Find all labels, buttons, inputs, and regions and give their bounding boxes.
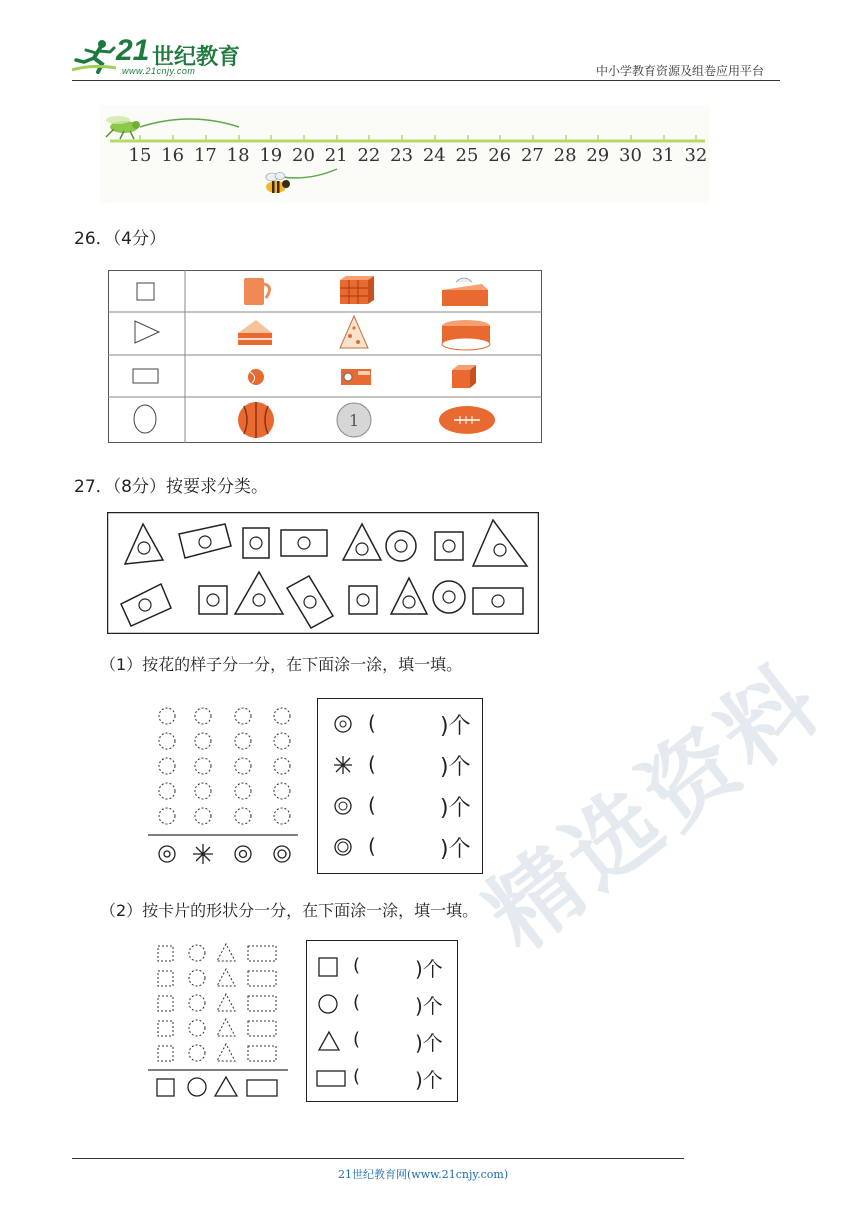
logo-name: 世纪教育: [152, 45, 241, 70]
answer-row: [315, 1064, 455, 1092]
square-icon: [317, 956, 339, 978]
square-shape-icon: [137, 283, 154, 300]
answer-unit[interactable]: )个: [415, 994, 443, 1018]
number-line-label: 20: [292, 145, 315, 166]
circle-shape-icon: [134, 405, 156, 433]
rectangle-shape-icon: [133, 369, 158, 383]
circle-icon: [317, 993, 339, 1015]
shape-tally-chart: [148, 940, 290, 1102]
shape-answer-box: [306, 940, 458, 1102]
header-divider: [72, 80, 780, 81]
flower-type-d-icon: [332, 836, 354, 858]
watermark: 精选资料: [467, 644, 843, 971]
small-ball-icon: [248, 369, 264, 385]
watermelon-icon: [238, 402, 274, 438]
number-line-label: 29: [586, 145, 610, 166]
header-title: 中小学教育资源及组卷应用平台: [596, 64, 765, 78]
answer-row: [328, 709, 478, 739]
answer-row: [328, 791, 478, 821]
number-line-label: 19: [259, 145, 283, 166]
answer-unit[interactable]: )个: [440, 714, 471, 739]
number-line-label: 24: [422, 145, 446, 166]
number-line: [100, 105, 710, 203]
coin-icon: [337, 403, 371, 437]
rubik-cube-icon: [340, 276, 374, 304]
number-line-label: 22: [357, 145, 381, 166]
triangle-icon: [317, 1030, 341, 1052]
answer-row: [315, 1027, 455, 1055]
flower-answer-box: [317, 698, 483, 874]
cake-slice-icon: [238, 320, 272, 345]
q26-table: [108, 270, 542, 443]
number-line-label: 17: [193, 145, 217, 166]
answer-row: [315, 953, 455, 981]
triangle-shape-icon: [135, 321, 159, 343]
q26-title: 26．（4分）: [74, 229, 166, 249]
sharpener-icon: [341, 369, 371, 385]
answer-open-paren: (: [353, 1029, 361, 1050]
answer-row: [328, 750, 478, 780]
number-line-label: 27: [520, 145, 544, 166]
number-line-label: 25: [455, 145, 479, 166]
number-line-label: 31: [651, 145, 675, 166]
q27-part2: （2）按卡片的形状分一分，在下面涂一涂，填一填。: [100, 901, 479, 920]
flower-type-b-icon: [332, 754, 354, 776]
logo-number: 21: [116, 34, 150, 67]
answer-open-paren: (: [353, 955, 361, 976]
logo: [72, 34, 242, 78]
answer-open-paren: (: [368, 752, 376, 776]
runner-icon: [72, 38, 118, 74]
number-line-label: 28: [553, 145, 577, 166]
answer-unit[interactable]: )个: [415, 1068, 443, 1092]
football-icon: [439, 406, 495, 434]
answer-unit[interactable]: )个: [415, 1031, 443, 1055]
number-line-label: 32: [684, 145, 708, 166]
number-line-label: 23: [390, 145, 414, 166]
number-line-label: 18: [226, 145, 250, 166]
answer-open-paren: (: [368, 793, 376, 817]
round-box-icon: [442, 320, 490, 350]
flower-tally-chart: [148, 702, 300, 870]
mug-icon: [244, 278, 270, 305]
logo-url: www.21cnjy.com: [122, 66, 196, 76]
flower-type-a-icon: [332, 713, 354, 735]
answer-open-paren: (: [353, 992, 361, 1013]
q27-part1: （1）按花的样子分一分，在下面涂一涂，填一填。: [100, 655, 463, 674]
footer-text[interactable]: 21世纪教育网(www.21cnjy.com): [338, 1168, 509, 1181]
q27-title: 27．（8分）按要求分类。: [74, 477, 268, 497]
footer-divider: [72, 1158, 684, 1159]
answer-unit[interactable]: )个: [440, 755, 471, 780]
answer-unit[interactable]: )个: [415, 957, 443, 981]
small-cube-icon: [452, 365, 476, 388]
number-line-label: 26: [488, 145, 512, 166]
tissue-box-icon: [442, 278, 488, 306]
answer-open-paren: (: [368, 834, 376, 858]
q27-cards-box: [107, 512, 539, 634]
answer-open-paren: (: [368, 711, 376, 735]
party-hat-icon: [340, 316, 368, 348]
flower-type-c-icon: [332, 795, 354, 817]
rectangle-icon: [315, 1067, 347, 1089]
number-line-label: 21: [324, 145, 348, 166]
answer-row: [315, 990, 455, 1018]
number-line-label: 16: [161, 145, 185, 166]
number-line-label: 15: [128, 145, 152, 166]
number-line-label: 30: [619, 145, 642, 166]
answer-row: [328, 832, 478, 862]
svg-text:1: 1: [349, 411, 360, 430]
answer-unit[interactable]: )个: [440, 837, 471, 862]
answer-unit[interactable]: )个: [440, 796, 471, 821]
answer-open-paren: (: [353, 1066, 361, 1087]
